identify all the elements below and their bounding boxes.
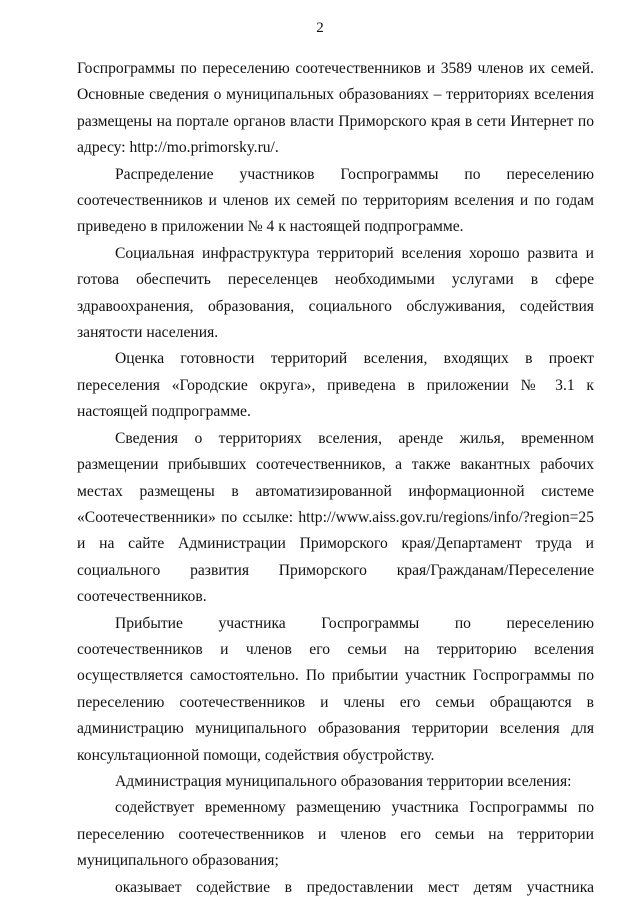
page-number: 2: [316, 20, 324, 36]
paragraph-temporary-housing: содействует временному размещению участника Госпрограммы по переселению соотечественников и членов его семьи на территории муниципального образования;: [77, 799, 594, 870]
paragraph-arrival: Прибытие участника Госпрограммы по переселению соотечественников и членов его семьи на территорию вселения осуществляется самостоятельно. По прибытии участник Госпрограммы по переселению соотечественников и члены его семьи обращаются в администрацию муниципального образования территории вселения для консультационной помощи, содействия обустройству.: [77, 614, 594, 764]
paragraph-social-infrastructure: Социальная инфраструктура территорий вселения хорошо развита и готова обеспечить переселенцев необходимыми услугами в сфере здравоохранения, образования, социального обслуживания, содействия занятости населения.: [77, 244, 594, 342]
paragraph-territory-info: Сведения о территориях вселения, аренде жилья, временном размещении прибывших соотечественников, а также вакантных рабочих местах размещены в автоматизированной информационной системе «Соотечественники» по ссылке: http://www.aiss.gov.ru/regions/info/?region=25 и на сайте Администрации Приморского края/Департамент труда и социального развития Приморского края/Гражданам/Переселение соотечественников.: [77, 429, 594, 606]
paragraph-readiness-assessment: Оценка готовности территорий вселения, входящих в проект переселения «Городские округа», приведена в приложении № 3.1 к настоящей подпрограмме.: [77, 350, 594, 421]
paragraph-distribution: Распределение участников Госпрограммы по переселению соотечественников и членов их семей по территориям вселения и по годам приведено в приложении № 4 к настоящей подпрограмме.: [77, 165, 594, 236]
paragraph-school-places: оказывает содействие в предоставлении мест детям участника: [115, 878, 594, 896]
paragraph-continuation: Госпрограммы по переселению соотечественников и 3589 членов их семей. Основные сведения о муниципальных образованиях – территориях вселения размещены на портале органов власти Приморского края в сети Интернет по адресу: http://mo.primorsky.ru/.: [77, 60, 594, 157]
paragraph-administration: Администрация муниципального образования территории вселения:: [115, 772, 572, 790]
document-body: [77, 56, 594, 901]
